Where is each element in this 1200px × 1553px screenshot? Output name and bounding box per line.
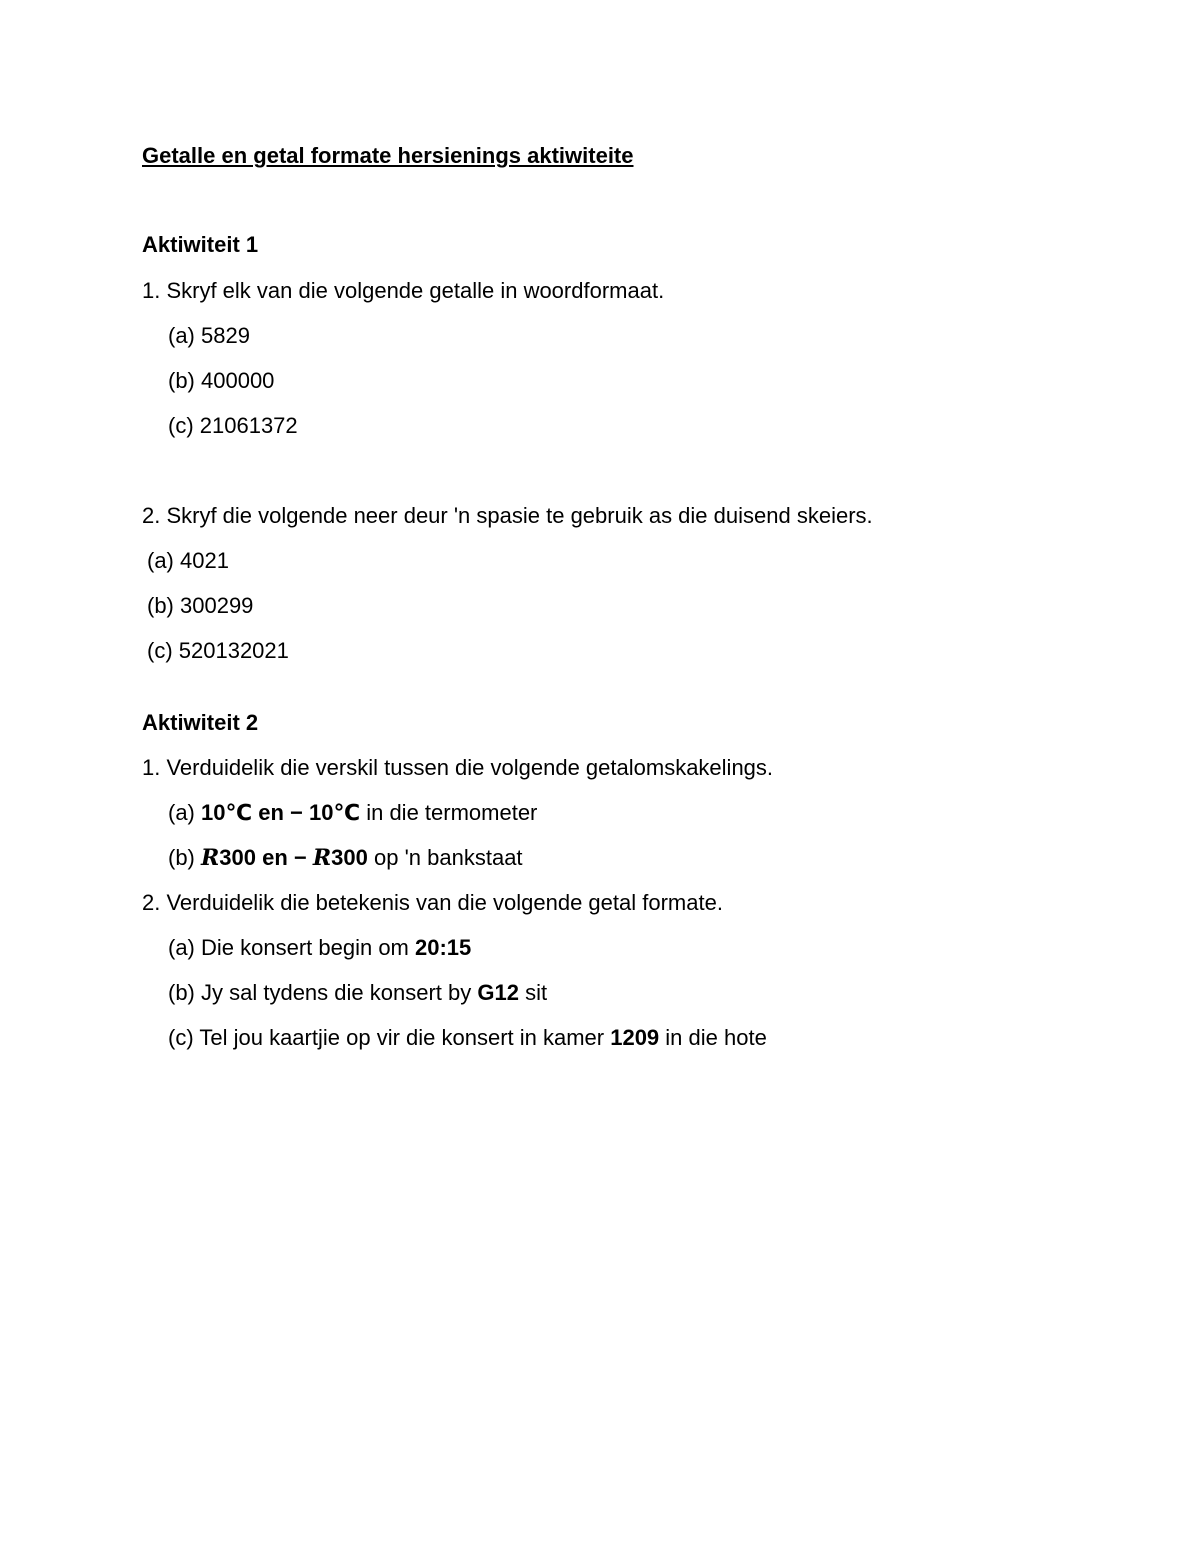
rand-symbol: R xyxy=(201,845,220,871)
amount-values: 300 en − xyxy=(219,845,313,870)
list-item: (b) 400000 xyxy=(168,368,275,393)
list-item: (c) 520132021 xyxy=(147,638,289,663)
item-label: (b) xyxy=(168,845,201,870)
seat-value: G12 xyxy=(477,980,519,1005)
list-item: (b) 300299 xyxy=(147,593,254,618)
item-text: (c) Tel jou kaartjie op vir die konsert in kamer xyxy=(168,1025,611,1050)
page-title: Getalle en getal formate hersienings aktiwiteite xyxy=(142,143,634,168)
rand-symbol: R xyxy=(312,845,332,871)
list-item: (a) 4021 xyxy=(147,548,229,573)
item-text: (a) Die konsert begin om xyxy=(168,935,415,960)
room-value: 1209 xyxy=(610,1025,660,1050)
item-text: in die termometer xyxy=(360,800,538,825)
activity-2-heading: Aktiwiteit 2 xyxy=(142,710,259,735)
item-text: sit xyxy=(518,980,548,1005)
activity-1-question-1: 1. Skryf elk van die volgende getalle in woordformaat. xyxy=(142,278,665,303)
activity-2-question-1: 1. Verduidelik die verskil tussen die volgende getalomskakelings. xyxy=(142,755,774,780)
activity-1-question-2: 2. Skryf die volgende neer deur 'n spasie te gebruik as die duisend skeiers. xyxy=(142,503,873,528)
item-text: in die hote xyxy=(659,1025,767,1050)
amount-values: 300 xyxy=(331,845,368,870)
activity-1-heading: Aktiwiteit 1 xyxy=(142,232,259,257)
list-item xyxy=(168,935,471,961)
item-text: (b) Jy sal tydens die konsert by xyxy=(168,980,478,1005)
item-text: op 'n bankstaat xyxy=(367,845,523,870)
time-value: 20:15 xyxy=(415,935,472,960)
activity-2-question-2: 2. Verduidelik die betekenis van die volgende getal formate. xyxy=(142,890,723,915)
list-item xyxy=(168,845,523,871)
list-item xyxy=(168,800,537,826)
list-item: (a) 5829 xyxy=(168,323,250,348)
temperature-values: 10℃ en − 10℃ xyxy=(201,800,361,825)
list-item: (c) 21061372 xyxy=(168,413,298,438)
item-label: (a) xyxy=(168,800,201,825)
list-item xyxy=(168,980,547,1006)
list-item xyxy=(168,1025,767,1051)
